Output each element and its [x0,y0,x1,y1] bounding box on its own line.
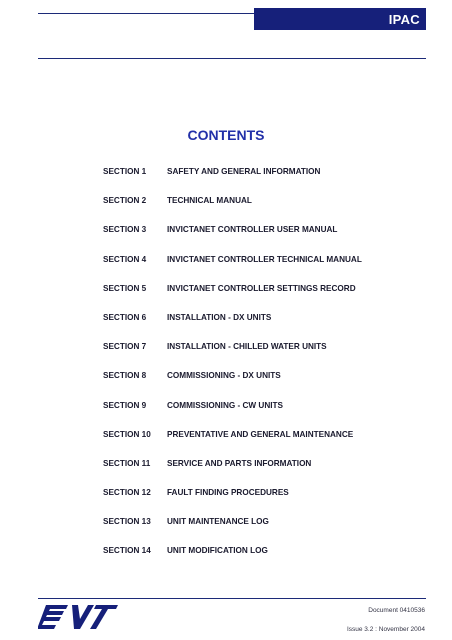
toc-row [103,459,362,488]
toc-section-title: FAULT FINDING PROCEDURES [167,488,289,498]
toc-section-number: SECTION 4 [103,254,147,264]
toc-row [103,371,362,400]
toc-section-title: COMMISSIONING - DX UNITS [167,371,281,381]
toc-section-title: SAFETY AND GENERAL INFORMATION [167,167,321,176]
toc-section-number: SECTION 2 [103,196,147,206]
header-rule-bottom [38,58,426,59]
toc-section-number: SECTION 11 [103,458,151,468]
toc-row [103,225,362,254]
toc-row [103,284,362,313]
toc-section-title: TECHNICAL MANUAL [167,196,252,206]
toc-section-number: SECTION 5 [103,283,147,293]
toc-section-title: INVICTANET CONTROLLER SETTINGS RECORD [167,283,356,293]
toc-section-title: SERVICE AND PARTS INFORMATION [167,458,312,468]
toc-row [103,517,362,546]
toc-section-title: UNIT MODIFICATION LOG [167,546,268,556]
toc-section-title: INVICTANET CONTROLLER TECHNICAL MANUAL [167,254,362,264]
toc-row [103,342,362,371]
company-logo-icon [38,603,118,631]
toc-row [103,313,362,342]
toc-section-title: INVICTANET CONTROLLER USER MANUAL [167,225,338,235]
toc-section-title: UNIT MAINTENANCE LOG [167,517,269,527]
document-number: Document 0410536 [368,607,425,614]
table-of-contents [103,167,362,576]
toc-row [103,546,362,575]
toc-section-number: SECTION 12 [103,488,151,498]
toc-row [103,430,362,459]
issue-date: Issue 3.2 : November 2004 [346,626,425,633]
toc-section-number: SECTION 13 [103,517,151,527]
toc-section-number: SECTION 7 [103,342,147,352]
toc-row [103,488,362,517]
product-badge-label: IPAC [388,11,420,27]
toc-section-title: INSTALLATION - DX UNITS [167,312,272,322]
product-badge [254,8,426,30]
toc-section-number: SECTION 6 [103,312,147,322]
toc-section-number: SECTION 9 [103,400,147,410]
toc-section-number: SECTION 1 [103,167,147,176]
toc-row [103,196,362,225]
toc-section-number: SECTION 14 [103,546,151,556]
toc-row [103,255,362,284]
toc-section-title: PREVENTATIVE AND GENERAL MAINTENANCE [167,429,354,439]
toc-row [103,401,362,430]
toc-section-number: SECTION 3 [103,225,147,235]
toc-section-title: COMMISSIONING - CW UNITS [167,400,283,410]
toc-section-number: SECTION 10 [103,429,151,439]
toc-section-title: INSTALLATION - CHILLED WATER UNITS [167,342,327,352]
toc-row [103,167,362,196]
page-title: CONTENTS [187,127,265,143]
toc-section-number: SECTION 8 [103,371,147,381]
footer-rule [38,598,426,599]
